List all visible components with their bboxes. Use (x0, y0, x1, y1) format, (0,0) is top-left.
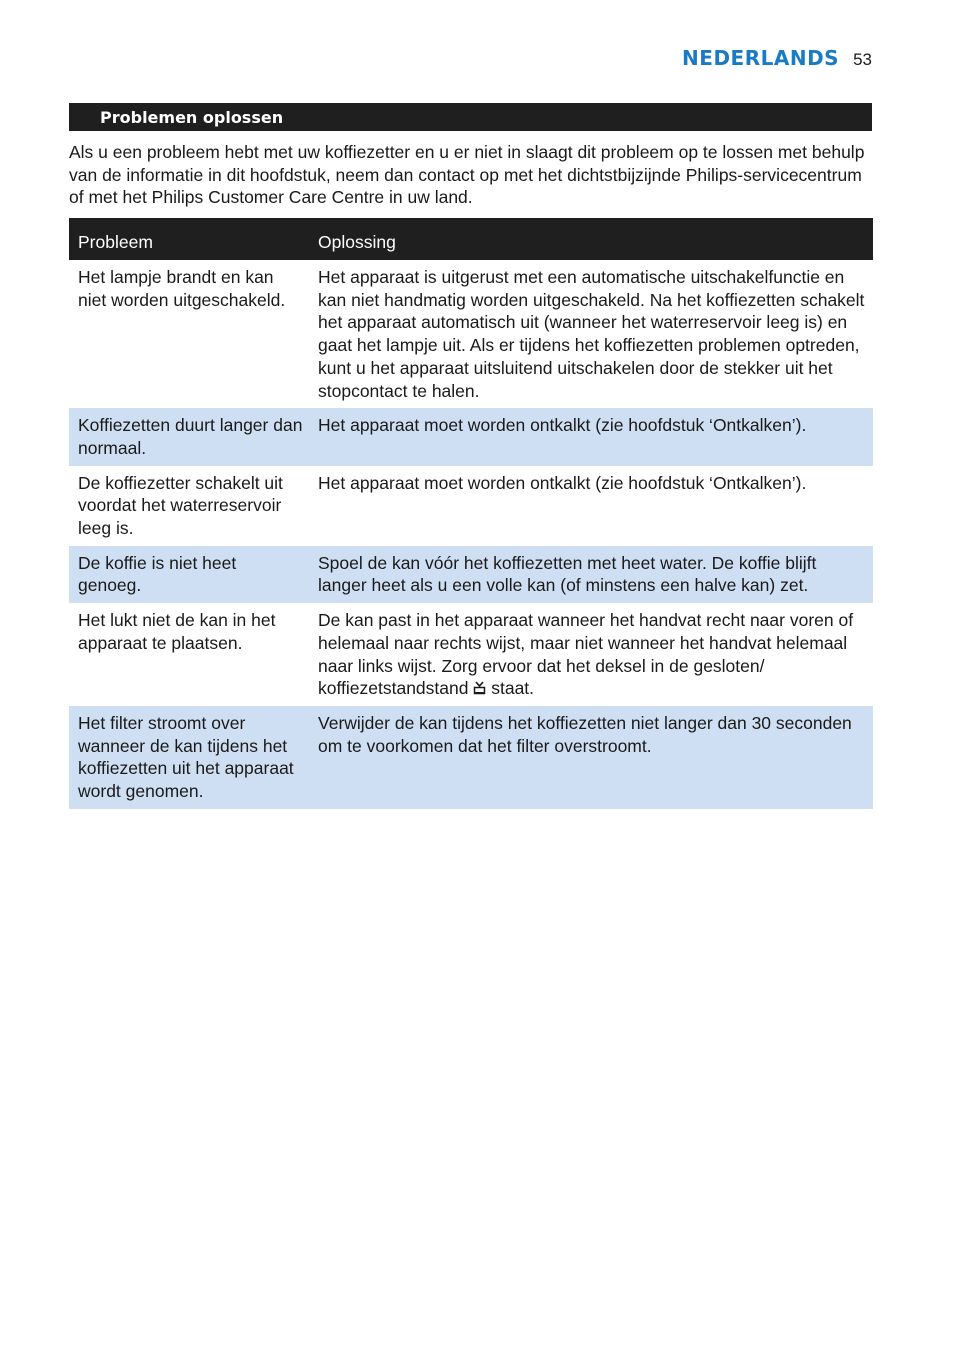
solution-cell: Het apparaat is uitgerust met een automatische uitschakelfunctie en kan niet handmatig worden uitgeschakeld. Na het koffiezetten schakelt het apparaat automatisch uit (wanneer het waterreservoir leeg is) en gaat het lampje uit. Als er tijdens het koffiezetten problemen optreden, kunt u het apparaat uitsluitend uitschakelen door de stekker uit het stopcontact te halen. (318, 267, 865, 401)
table-header-row (69, 218, 873, 260)
problem-cell: De koffie is niet heet genoeg. (69, 546, 309, 603)
section-title: Problemen oplossen (69, 103, 872, 131)
table-row (69, 603, 873, 706)
brewing-position-icon (473, 681, 486, 695)
solution-text: De kan past in het apparaat wanneer het handvat recht naar voren of helemaal naar rechts wijst, maar niet wanneer het handvat helemaal naar links wijst. Zorg ervoor dat het deksel in de gesloten/ koffiezetstandstand (318, 610, 854, 699)
page-header (682, 46, 872, 70)
page-number: 53 (853, 50, 872, 69)
solution-cell: Verwijder de kan tijdens het koffiezetten niet langer dan 30 seconden om te voorkomen dat het filter overstroomt. (309, 706, 873, 809)
solution-cell: Het apparaat moet worden ontkalkt (zie hoofdstuk ‘Ontkalken’). (318, 472, 807, 493)
table-row (69, 546, 873, 603)
column-header-solution: Oplossing (309, 218, 873, 260)
table-row (69, 706, 873, 809)
table-row (69, 408, 873, 465)
solution-text-end: staat. (486, 678, 535, 699)
solution-cell (309, 603, 873, 706)
solution-cell: Het apparaat moet worden ontkalkt (zie hoofdstuk ‘Ontkalken’). (309, 408, 873, 465)
table-row (69, 260, 873, 408)
intro-paragraph: Als u een probleem hebt met uw koffiezetter en u er niet in slaagt dit probleem op te lossen met behulp van de informatie in dit hoofdstuk, neem dan contact op met het dichtstbijzijnde Philips-servicecentrum of met het Philips Customer Care Centre in uw land. (69, 142, 865, 207)
problem-cell: Het lampje brandt en kan niet worden uitgeschakeld. (78, 267, 286, 310)
problem-cell: Koffiezetten duurt langer dan normaal. (69, 408, 309, 465)
table-row (69, 466, 873, 546)
troubleshooting-table (69, 218, 873, 809)
column-header-problem: Probleem (69, 218, 309, 260)
problem-cell: Het filter stroomt over wanneer de kan tijdens het koffiezetten uit het apparaat wordt genomen. (69, 706, 309, 809)
problem-cell: De koffiezetter schakelt uit voordat het waterreservoir leeg is. (78, 472, 283, 539)
language-label: NEDERLANDS (682, 46, 840, 70)
solution-cell: Spoel de kan vóór het koffiezetten met heet water. De koffie blijft langer heet als u een volle kan (of minstens een halve kan) zet. (309, 546, 873, 603)
problem-cell: Het lukt niet de kan in het apparaat te plaatsen. (78, 610, 276, 653)
